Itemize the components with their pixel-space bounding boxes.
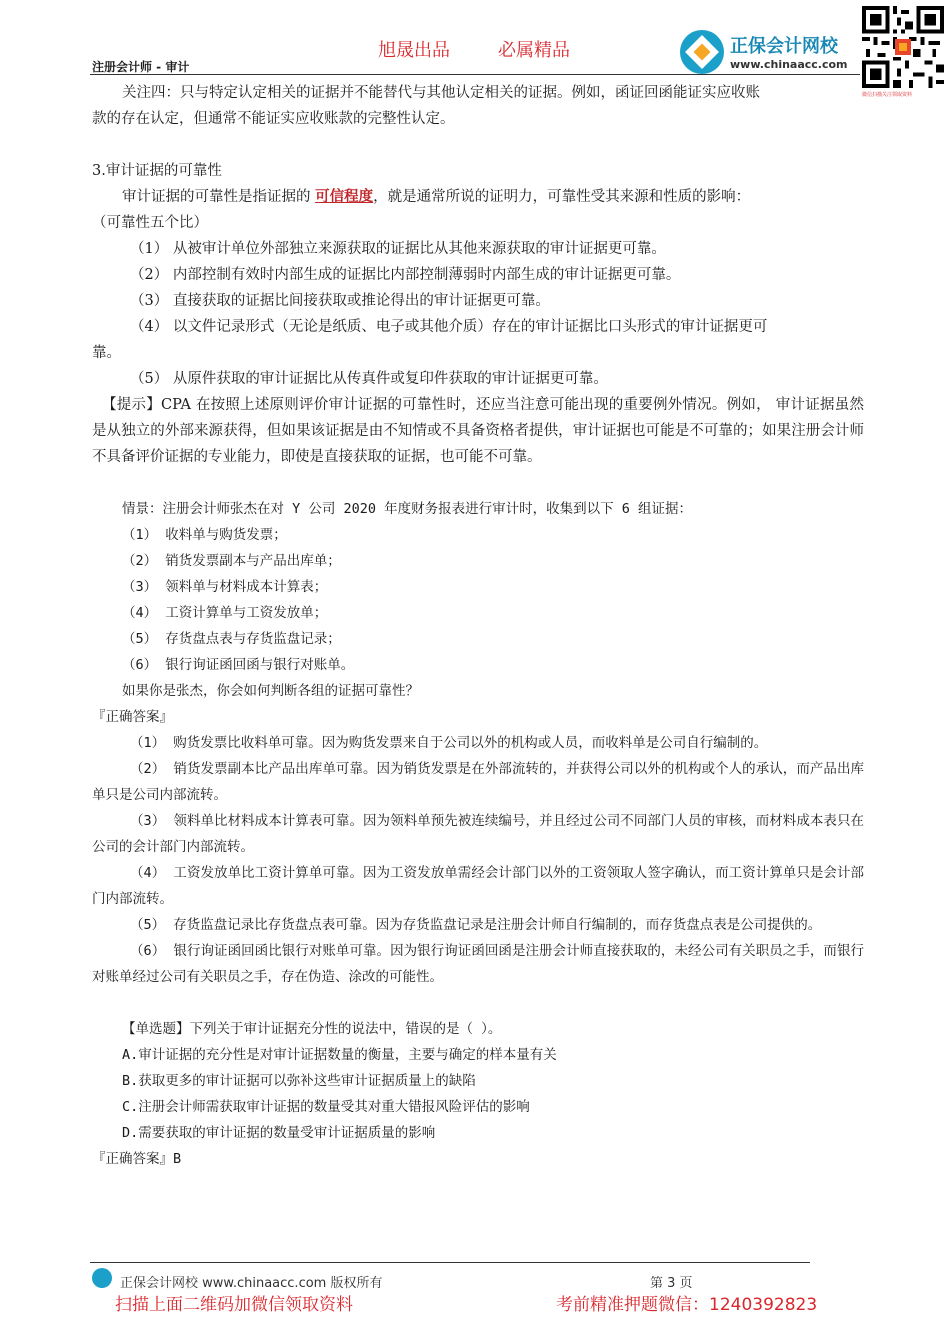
- section-3-text-b: ，就是通常所说的证明力，可靠性受其来源和性质的影响：: [373, 189, 751, 205]
- mcq-answer: 『正确答案』B: [92, 1151, 182, 1167]
- rule-3: （3） 直接获取的证据比间接获取或推论得出的审计证据更可靠。: [130, 293, 550, 309]
- mcq-option-b: B.获取更多的审计证据可以弥补这些审计证据质量上的缺陷: [122, 1073, 476, 1089]
- section-3-text-a: 审计证据的可靠性是指证据的: [122, 189, 311, 205]
- scenario-item-2: （2） 销货发票副本与产品出库单；: [122, 553, 341, 569]
- mcq-option-a: A.审计证据的充分性是对审计证据数量的衡量，主要与确定的样本量有关: [122, 1047, 557, 1063]
- answer-3: （3） 领料单比材料成本计算表可靠。因为领料单预先被连续编号，并且经过公司不同部门人员的审核，而材料成本表只在公司的会计部门内部流转。: [92, 813, 864, 855]
- answer-5: （5） 存货监盘记录比存货盘点表可靠。因为存货监盘记录是注册会计师自行编制的，而存货盘点表是公司提供的。: [130, 917, 822, 933]
- mcq-option-c: C.注册会计师需获取审计证据的数量受其对重大错报风险评估的影响: [122, 1099, 530, 1115]
- section-3-title: 3.审计证据的可靠性: [92, 163, 222, 179]
- footer-logo-icon: [92, 1268, 112, 1288]
- rule-1: （1） 从被审计单位外部独立来源获取的证据比从其他来源获取的审计证据更可靠。: [130, 241, 666, 257]
- rule-4-line-2: 靠。: [92, 345, 121, 361]
- footer-divider: [90, 1262, 810, 1263]
- note-4-line-1: 关注四：只与特定认定相关的证据并不能替代与其他认定相关的证据。例如，函证回函能证实应收账: [122, 85, 760, 101]
- section-3-paragraph: [92, 184, 864, 210]
- rule-4-line-1: （4） 以文件记录形式（无论是纸质、电子或其他介质）存在的审计证据比口头形式的审计证据更可: [130, 319, 768, 335]
- scenario-item-1: （1） 收料单与购货发票；: [122, 527, 287, 543]
- answer-label: 『正确答案』: [92, 709, 173, 725]
- page-number: 第 3 页: [650, 1276, 693, 1291]
- footer-copyright: 正保会计网校 www.chinaacc.com 版权所有: [120, 1276, 383, 1291]
- mcq-option-d: D.需要获取的审计证据的数量受审计证据质量的影响: [122, 1125, 436, 1141]
- answer-1: （1） 购货发票比收料单可靠。因为购货发票来自于公司以外的机构或人员，而收料单是公司自行编制的。: [130, 735, 768, 751]
- qr-caption: 微信扫描关注领取资料: [862, 92, 913, 98]
- document-body: [92, 80, 864, 1172]
- answer-2: （2） 销货发票副本比产品出库单可靠。因为销货发票是在外部流转的，并获得公司以外的机构或个人的承认，而产品出库单只是公司内部流转。: [92, 761, 864, 803]
- scenario-question: 如果你是张杰，你会如何判断各组的证据可靠性？: [122, 683, 419, 699]
- mcq-question: 【单选题】下列关于审计证据充分性的说法中，错误的是（ ）。: [122, 1021, 502, 1037]
- note-4-line-2: 款的存在认定，但通常不能证实应收账款的完整性认定。: [92, 111, 455, 127]
- brand-logo: [680, 28, 860, 78]
- scenario-item-6: （6） 银行询证函回函与银行对账单。: [122, 657, 355, 673]
- course-title: 注册会计师 - 审计: [92, 60, 190, 74]
- footer-promo-left: 扫描上面二维码加微信领取资料: [115, 1295, 353, 1315]
- answer-4: （4） 工资发放单比工资计算单可靠。因为工资发放单需经会计部门以外的工资领取人签字确认，而工资计算单只是会计部门内部流转。: [92, 865, 864, 907]
- header-slogan-right: 必属精品: [498, 40, 570, 61]
- rule-2: （2） 内部控制有效时内部生成的证据比内部控制薄弱时内部生成的审计证据更可靠。: [130, 267, 681, 283]
- logo-url: www.chinaacc.com: [730, 58, 848, 71]
- highlight-term: 可信程度: [315, 188, 374, 205]
- rule-5: （5） 从原件获取的审计证据比从传真件或复印件获取的审计证据更可靠。: [130, 371, 608, 387]
- qr-code-icon: [862, 6, 944, 88]
- scenario-text: 情景：注册会计师张杰在对 Y 公司 2020 年度财务报表进行审计时，收集到以下 6 组证据：: [122, 501, 693, 517]
- answer-6: （6） 银行询证函回函比银行对账单可靠。因为银行询证函回函是注册会计师直接获取的，未经公司有关职员之手，而银行对账单经过公司有关职员之手，存在伪造、涂改的可能性。: [92, 943, 864, 985]
- section-3-subnote: （可靠性五个比）: [92, 215, 208, 231]
- header-slogan-left: 旭晟出品: [378, 40, 450, 61]
- scenario-item-3: （3） 领料单与材料成本计算表；: [122, 579, 328, 595]
- logo-name: 正保会计网校: [730, 36, 838, 57]
- tip-paragraph: 【提示】CPA 在按照上述原则评价审计证据的可靠性时，还应当注意可能出现的重要例外情况。例如， 审计证据虽然是从独立的外部来源获得，但如果该证据是由不知情或不具备资格者提供，审计证据也可能是不可靠的；如果注册会计师不具备评价证据的专业能力，即使是直接获取的证据，也可能不可靠。: [92, 397, 864, 465]
- scenario-item-5: （5） 存货盘点表与存货监盘记录；: [122, 631, 341, 647]
- footer-promo-right: 考前精准押题微信：1240392823: [556, 1295, 818, 1315]
- logo-mark-icon: [680, 30, 724, 74]
- scenario-item-4: （4） 工资计算单与工资发放单；: [122, 605, 328, 621]
